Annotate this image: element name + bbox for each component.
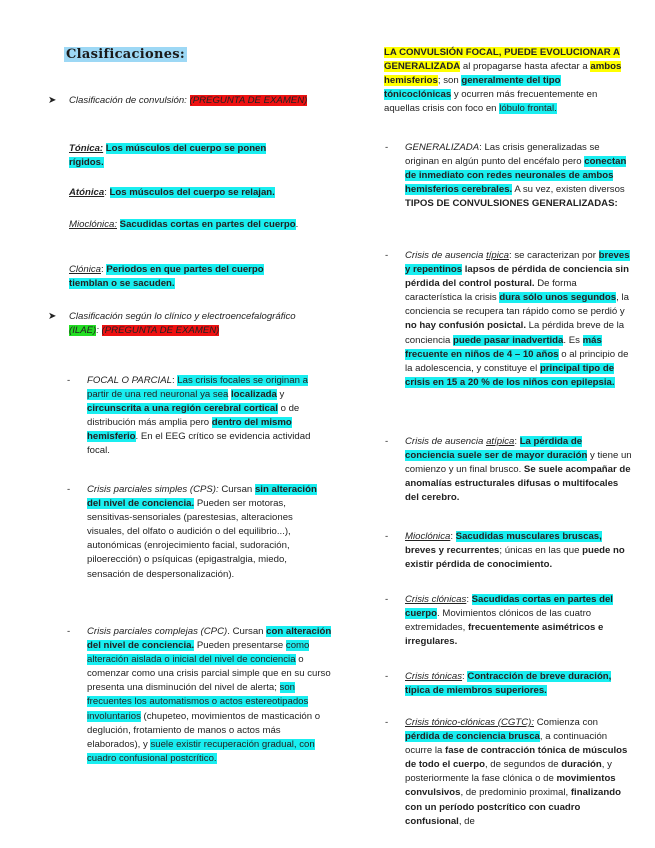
crisis-parciales-complejas: - Crisis parciales complejas (CPC). Cursan con alteración del nivel de conciencia. Pueden presentarse como alteración aislada o inicial del nivel de conciencia o comenzar como una crisis parcial simple que en su curso presenta una disminución del nivel de alerta; son frecuentes los automatismos o actos estereotipados involuntarios (chupeteo, movimientos de masticación o deglución, frotamiento de manos o actos más elaborados), y suele existir recuperación gradual, con cuadro confusional postcrítico. xyxy=(67,626,332,764)
type-clonica: Clónica: Periodos en que partes del cuerpo tiemblan o se sacuden. xyxy=(69,264,264,290)
seizure-classification-item: ➤ Clasificación de convulsión: (PREGUNTA DE EXAMEN) xyxy=(69,94,319,108)
crisis-tonicas: - Crisis tónicas: Contracción de breve duración, típica de miembros superiores. xyxy=(385,671,612,697)
type-atonica: Atónica: Los músculos del cuerpo se relajan. xyxy=(69,187,275,198)
generalizada: - GENERALIZADA: Las crisis generalizadas se originan en algún punto del encéfalo pero conectan de inmediato con redes neuronales de ambos hemisferios cerebrales. A su vez, existen diversos TIPOS DE CONVULSIONES GENERALIZADAS: xyxy=(385,142,627,210)
arrow-bullet-icon: ➤ xyxy=(48,311,57,322)
arrow-bullet-icon: ➤ xyxy=(48,95,57,106)
crisis-ausencia-tipica: - Crisis de ausencia típica: se caracterizan por breves y repentinos lapsos de pérdida de conciencia sin pérdida del control postural. De forma característica la crisis dura sólo unos segundos, la conciencia se recupera tan rápido como se perdió y no hay confusión posictal. La pérdida breve de la conciencia puede pasar inadvertida. Es más frecuente en niños de 4 – 10 años o al principio de la adolescencia, y constituye el principal tipo de crisis en 15 a 20 % de los niños con epilepsia. xyxy=(385,250,630,388)
mioclonica: - Mioclónica: Sacudidas musculares bruscas, breves y recurrentes; únicas en las que puede no existir pérdida de conocimiento. xyxy=(385,531,625,571)
ilae-classification-item: ➤ Clasificación según lo clínico y electroencefalográfico (ILAE): (PREGUNTA DE EXAMEN) xyxy=(48,311,296,337)
focal-parcial: - FOCAL O PARCIAL: Las crisis focales se originan a partir de una red neuronal ya sea localizada y circunscrita a una región cerebral cortical o de distribución más amplia pero dentro del mismo hemisferio. En el EEG crítico se evidencia actividad focal. xyxy=(67,375,311,457)
focal-evolution-intro: LA CONVULSIÓN FOCAL, PUEDE EVOLUCIONAR A GENERALIZADA al propagarse hasta afectar a ambos hemisferios; son generalmente del tipo tónicoclónicas y ocurren más frecuentemente en aquellas crisis con foco en lóbulo frontal. xyxy=(384,47,622,115)
crisis-tonico-clonicas: - Crisis tónico-clónicas (CGTC): Comienza con pérdida de conciencia brusca, a continuación ocurre la fase de contracción tónica de músculos de todo el cuerpo, de segundos de duración, y posteriormente la fase clónica o de movimientos convulsivos, de predominio proximal, finalizando con un período postcrítico con cuadro confusional, de xyxy=(385,717,628,827)
crisis-ausencia-atipica: - Crisis de ausencia atípica: La pérdida de conciencia suele ser de mayor duración y tiene un comienzo y un final brusco. Se suele acompañar de anomalías estructurales difusas o multifocales del cerebro. xyxy=(385,436,632,504)
crisis-clonicas: - Crisis clónicas: Sacudidas cortas en partes del cuerpo. Movimientos clónicos de las cuatro extremidades, frecuentemente asimétricos e irregulares. xyxy=(385,594,613,648)
crisis-parciales-simples: - Crisis parciales simples (CPS): Cursan sin alteración del nivel de conciencia. Pueden ser motoras, sensitivas-sensoriales (parestesias, alteraciones visuales, del olfato o audición o del equilibrio...), autonómicas (enrojecimiento facial, sudoración, piloerección) o psíquicas (epigastralgia, miedo, sensación de despersonalización). xyxy=(67,484,317,580)
exam-tag: (PREGUNTA DE EXAMEN) xyxy=(189,95,308,106)
type-tonica: Tónica: Los músculos del cuerpo se ponen rígidos. xyxy=(69,143,267,169)
page-title: Clasificaciones: xyxy=(66,47,186,62)
type-mioclonica: Mioclónica: Sacudidas cortas en partes del cuerpo. xyxy=(69,219,299,230)
